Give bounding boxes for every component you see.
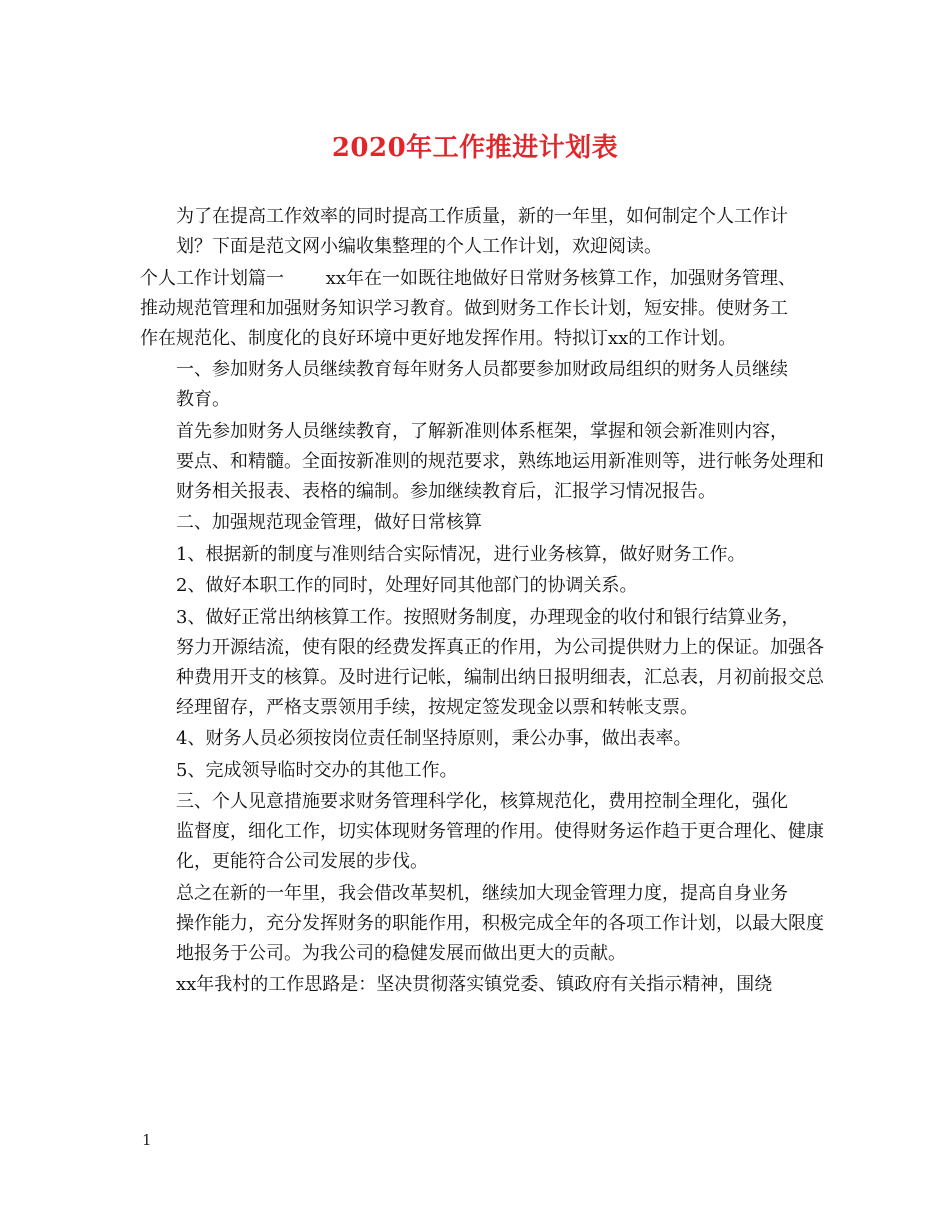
text-line: 努力开源结流，使有限的经费发挥真正的作用，为公司提供财力上的保证。加强各 bbox=[176, 636, 824, 658]
text-line: 2、做好本职工作的同时，处理好同其他部门的协调关系。 bbox=[176, 575, 638, 596]
text-line: 3、做好正常出纳核算工作。按照财务制度，办理现金的收付和银行结算业务， bbox=[176, 606, 800, 628]
paragraph bbox=[140, 571, 830, 601]
paragraph bbox=[140, 724, 830, 754]
text-line: 个人工作计划篇一 xx年在一如既往地做好日常财务核算工作，加强财务管理、 bbox=[140, 267, 797, 289]
paragraph bbox=[140, 264, 830, 354]
text-line: 化，更能符合公司发展的步伐。 bbox=[176, 851, 428, 872]
document-body bbox=[140, 202, 830, 1002]
text-line: 5、完成领导临时交办的其他工作。 bbox=[176, 759, 458, 781]
text-line: 作在规范化、制度化的良好环境中更好地发挥作用。特拟订xx的工作计划。 bbox=[140, 327, 737, 349]
paragraph bbox=[140, 508, 830, 538]
paragraph bbox=[140, 417, 830, 507]
page-number: 1 bbox=[142, 1131, 152, 1149]
text-line: 财务相关报表、表格的编制。参加继续教育后，汇报学习情况报告。 bbox=[176, 480, 716, 502]
paragraph bbox=[140, 603, 830, 723]
text-line: 二、加强规范现金管理，做好日常核算 bbox=[176, 512, 482, 533]
text-line: 要点、和精髓。全面按新准则的规范要求，熟练地运用新准则等，进行帐务处理和 bbox=[176, 450, 824, 472]
paragraph bbox=[140, 202, 830, 262]
text-line: 操作能力，充分发挥财务的职能作用，积极完成全年的各项工作计划，以最大限度 bbox=[176, 912, 824, 934]
paragraph bbox=[140, 756, 830, 786]
text-line: 教育。 bbox=[176, 389, 230, 410]
text-line: 种费用开支的核算。及时进行记帐，编制出纳日报明细表，汇总表，月初前报交总 bbox=[176, 666, 824, 688]
text-line: xx年我村的工作思路是：坚决贯彻落实镇党委、镇政府有关指示精神，围绕 bbox=[176, 974, 773, 995]
text-line: 推动规范管理和加强财务知识学习教育。做到财务工作长计划，短安排。使财务工 bbox=[140, 297, 788, 319]
paragraph bbox=[140, 787, 830, 877]
text-line: 1、根据新的制度与准则结合实际情况，进行业务核算，做好财务工作。 bbox=[176, 543, 746, 565]
paragraph bbox=[140, 970, 830, 1000]
text-line: 一、参加财务人员继续教育每年财务人员都要参加财政局组织的财务人员继续 bbox=[176, 359, 788, 380]
text-line: 三、个人见意措施要求财务管理科学化，核算规范化，费用控制全理化，强化 bbox=[176, 791, 788, 812]
text-line: 为了在提高工作效率的同时提高工作质量，新的一年里，如何制定个人工作计 bbox=[176, 206, 788, 227]
paragraph bbox=[140, 355, 830, 415]
text-line: 地报务于公司。为我公司的稳健发展而做出更大的贡献。 bbox=[176, 942, 626, 964]
text-line: 经理留存，严格支票领用手续，按规定签发现金以票和转帐支票。 bbox=[176, 696, 698, 718]
text-line: 监督度，细化工作，切实体现财务管理的作用。使得财务运作趋于更合理化、健康 bbox=[176, 821, 824, 842]
text-line: 4、财务人员必须按岗位责任制坚持原则，秉公办事，做出表率。 bbox=[176, 728, 692, 749]
document-title: 2020年工作推进计划表 bbox=[331, 133, 619, 163]
paragraph bbox=[140, 879, 830, 969]
text-line: 首先参加财务人员继续教育，了解新准则体系框架，掌握和领会新准则内容， bbox=[176, 420, 788, 442]
text-line: 划？下面是范文网小编收集整理的个人工作计划，欢迎阅读。 bbox=[176, 236, 662, 257]
paragraph bbox=[140, 540, 830, 570]
text-line: 总之在新的一年里，我会借改革契机，继续加大现金管理力度，提高自身业务 bbox=[176, 882, 788, 904]
